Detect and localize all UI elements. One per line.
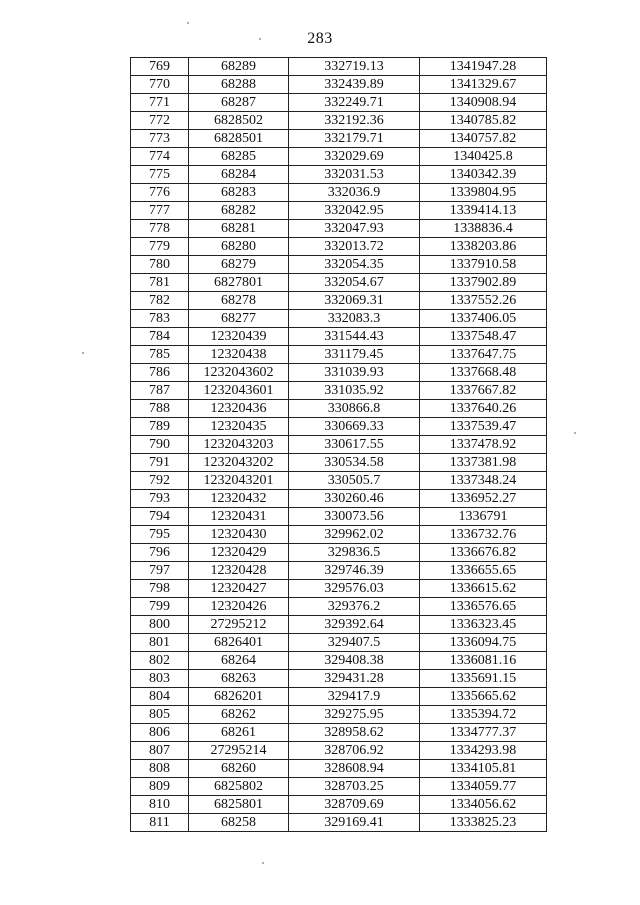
y-coordinate-cell: 1334293.98 — [420, 742, 547, 760]
row-number-cell: 801 — [131, 634, 189, 652]
x-coordinate-cell: 329376.2 — [289, 598, 420, 616]
x-coordinate-cell: 332192.36 — [289, 112, 420, 130]
table-row — [131, 688, 547, 706]
row-number-cell: 807 — [131, 742, 189, 760]
point-id-cell: 1232043201 — [189, 472, 289, 490]
x-coordinate-cell: 329169.41 — [289, 814, 420, 832]
point-id-cell: 12320428 — [189, 562, 289, 580]
x-coordinate-cell: 329746.39 — [289, 562, 420, 580]
table-row — [131, 472, 547, 490]
y-coordinate-cell: 1335665.62 — [420, 688, 547, 706]
y-coordinate-cell: 1337552.26 — [420, 292, 547, 310]
x-coordinate-cell: 328709.69 — [289, 796, 420, 814]
table-row — [131, 616, 547, 634]
point-id-cell: 6828502 — [189, 112, 289, 130]
table-row — [131, 382, 547, 400]
y-coordinate-cell: 1335691.15 — [420, 670, 547, 688]
y-coordinate-cell: 1337548.47 — [420, 328, 547, 346]
x-coordinate-cell: 328706.92 — [289, 742, 420, 760]
y-coordinate-cell: 1335394.72 — [420, 706, 547, 724]
point-id-cell: 68285 — [189, 148, 289, 166]
x-coordinate-cell: 330073.56 — [289, 508, 420, 526]
y-coordinate-cell: 1337647.75 — [420, 346, 547, 364]
point-id-cell: 12320430 — [189, 526, 289, 544]
y-coordinate-cell: 1340908.94 — [420, 94, 547, 112]
row-number-cell: 809 — [131, 778, 189, 796]
y-coordinate-cell: 1336732.76 — [420, 526, 547, 544]
row-number-cell: 793 — [131, 490, 189, 508]
table-row — [131, 796, 547, 814]
row-number-cell: 810 — [131, 796, 189, 814]
table-row — [131, 490, 547, 508]
point-id-cell: 68283 — [189, 184, 289, 202]
row-number-cell: 800 — [131, 616, 189, 634]
x-coordinate-cell: 331179.45 — [289, 346, 420, 364]
x-coordinate-cell: 328608.94 — [289, 760, 420, 778]
point-id-cell: 6825802 — [189, 778, 289, 796]
row-number-cell: 803 — [131, 670, 189, 688]
row-number-cell: 808 — [131, 760, 189, 778]
table-row — [131, 814, 547, 832]
point-id-cell: 1232043602 — [189, 364, 289, 382]
x-coordinate-cell: 332013.72 — [289, 238, 420, 256]
x-coordinate-cell: 331544.43 — [289, 328, 420, 346]
x-coordinate-cell: 329836.5 — [289, 544, 420, 562]
row-number-cell: 786 — [131, 364, 189, 382]
row-number-cell: 769 — [131, 58, 189, 76]
row-number-cell: 791 — [131, 454, 189, 472]
point-id-cell: 12320431 — [189, 508, 289, 526]
row-number-cell: 772 — [131, 112, 189, 130]
point-id-cell: 12320429 — [189, 544, 289, 562]
y-coordinate-cell: 1337348.24 — [420, 472, 547, 490]
table-row — [131, 598, 547, 616]
y-coordinate-cell: 1338836.4 — [420, 220, 547, 238]
point-id-cell: 12320438 — [189, 346, 289, 364]
x-coordinate-cell: 331039.93 — [289, 364, 420, 382]
y-coordinate-cell: 1337910.58 — [420, 256, 547, 274]
point-id-cell: 68260 — [189, 760, 289, 778]
x-coordinate-cell: 328703.25 — [289, 778, 420, 796]
x-coordinate-cell: 330669.33 — [289, 418, 420, 436]
x-coordinate-cell: 332029.69 — [289, 148, 420, 166]
row-number-cell: 804 — [131, 688, 189, 706]
x-coordinate-cell: 332083.3 — [289, 310, 420, 328]
page-number: 283 — [307, 30, 333, 47]
table-row — [131, 652, 547, 670]
row-number-cell: 782 — [131, 292, 189, 310]
x-coordinate-cell: 330260.46 — [289, 490, 420, 508]
point-id-cell: 6828501 — [189, 130, 289, 148]
point-id-cell: 12320435 — [189, 418, 289, 436]
table-row — [131, 760, 547, 778]
table-row — [131, 130, 547, 148]
row-number-cell: 790 — [131, 436, 189, 454]
table-row — [131, 292, 547, 310]
scan-speck — [262, 862, 264, 864]
table-row — [131, 724, 547, 742]
y-coordinate-cell: 1336615.62 — [420, 580, 547, 598]
y-coordinate-cell: 1337478.92 — [420, 436, 547, 454]
table-row — [131, 670, 547, 688]
table-row — [131, 364, 547, 382]
y-coordinate-cell: 1336952.27 — [420, 490, 547, 508]
row-number-cell: 780 — [131, 256, 189, 274]
table-row — [131, 400, 547, 418]
x-coordinate-cell: 332249.71 — [289, 94, 420, 112]
row-number-cell: 770 — [131, 76, 189, 94]
y-coordinate-cell: 1340342.39 — [420, 166, 547, 184]
row-number-cell: 798 — [131, 580, 189, 598]
point-id-cell: 12320427 — [189, 580, 289, 598]
row-number-cell: 775 — [131, 166, 189, 184]
y-coordinate-cell: 1337667.82 — [420, 382, 547, 400]
row-number-cell: 811 — [131, 814, 189, 832]
point-id-cell: 1232043203 — [189, 436, 289, 454]
point-id-cell: 68280 — [189, 238, 289, 256]
row-number-cell: 787 — [131, 382, 189, 400]
row-number-cell: 797 — [131, 562, 189, 580]
row-number-cell: 805 — [131, 706, 189, 724]
point-id-cell: 68262 — [189, 706, 289, 724]
row-number-cell: 785 — [131, 346, 189, 364]
row-number-cell: 779 — [131, 238, 189, 256]
y-coordinate-cell: 1336676.82 — [420, 544, 547, 562]
table-row — [131, 148, 547, 166]
x-coordinate-cell: 332042.95 — [289, 202, 420, 220]
row-number-cell: 774 — [131, 148, 189, 166]
y-coordinate-cell: 1340425.8 — [420, 148, 547, 166]
table-row — [131, 274, 547, 292]
point-id-cell: 12320436 — [189, 400, 289, 418]
point-id-cell: 68287 — [189, 94, 289, 112]
y-coordinate-cell: 1334059.77 — [420, 778, 547, 796]
y-coordinate-cell: 1341947.28 — [420, 58, 547, 76]
x-coordinate-cell: 329407.5 — [289, 634, 420, 652]
row-number-cell: 792 — [131, 472, 189, 490]
x-coordinate-cell: 332719.13 — [289, 58, 420, 76]
row-number-cell: 806 — [131, 724, 189, 742]
table-row — [131, 634, 547, 652]
point-id-cell: 12320432 — [189, 490, 289, 508]
x-coordinate-cell: 332047.93 — [289, 220, 420, 238]
point-id-cell: 6826201 — [189, 688, 289, 706]
x-coordinate-cell: 329275.95 — [289, 706, 420, 724]
point-id-cell: 1232043601 — [189, 382, 289, 400]
table-row — [131, 346, 547, 364]
table-row — [131, 742, 547, 760]
row-number-cell: 795 — [131, 526, 189, 544]
point-id-cell: 68261 — [189, 724, 289, 742]
x-coordinate-cell: 329408.38 — [289, 652, 420, 670]
y-coordinate-cell: 1341329.67 — [420, 76, 547, 94]
row-number-cell: 781 — [131, 274, 189, 292]
point-id-cell: 68264 — [189, 652, 289, 670]
table-row — [131, 778, 547, 796]
table-row — [131, 202, 547, 220]
y-coordinate-cell: 1334056.62 — [420, 796, 547, 814]
point-id-cell: 6825801 — [189, 796, 289, 814]
scan-speck — [574, 432, 576, 434]
y-coordinate-cell: 1336094.75 — [420, 634, 547, 652]
scan-speck — [82, 352, 84, 354]
row-number-cell: 777 — [131, 202, 189, 220]
point-id-cell: 68284 — [189, 166, 289, 184]
x-coordinate-cell: 332054.67 — [289, 274, 420, 292]
table-row — [131, 544, 547, 562]
x-coordinate-cell: 328958.62 — [289, 724, 420, 742]
point-id-cell: 1232043202 — [189, 454, 289, 472]
row-number-cell: 778 — [131, 220, 189, 238]
table-row — [131, 310, 547, 328]
x-coordinate-cell: 329392.64 — [289, 616, 420, 634]
row-number-cell: 773 — [131, 130, 189, 148]
x-coordinate-cell: 329431.28 — [289, 670, 420, 688]
point-id-cell: 12320439 — [189, 328, 289, 346]
y-coordinate-cell: 1337902.89 — [420, 274, 547, 292]
table-row — [131, 256, 547, 274]
y-coordinate-cell: 1336655.65 — [420, 562, 547, 580]
point-id-cell: 27295214 — [189, 742, 289, 760]
y-coordinate-cell: 1339804.95 — [420, 184, 547, 202]
table-row — [131, 58, 547, 76]
table-row — [131, 220, 547, 238]
point-id-cell: 6827801 — [189, 274, 289, 292]
y-coordinate-cell: 1336323.45 — [420, 616, 547, 634]
point-id-cell: 68258 — [189, 814, 289, 832]
table-row — [131, 94, 547, 112]
row-number-cell: 783 — [131, 310, 189, 328]
y-coordinate-cell: 1337381.98 — [420, 454, 547, 472]
x-coordinate-cell: 332439.89 — [289, 76, 420, 94]
y-coordinate-cell: 1340757.82 — [420, 130, 547, 148]
point-id-cell: 68278 — [189, 292, 289, 310]
table-row — [131, 436, 547, 454]
table-row — [131, 508, 547, 526]
y-coordinate-cell: 1334777.37 — [420, 724, 547, 742]
point-id-cell: 68282 — [189, 202, 289, 220]
table-row — [131, 454, 547, 472]
point-id-cell: 68288 — [189, 76, 289, 94]
row-number-cell: 796 — [131, 544, 189, 562]
x-coordinate-cell: 331035.92 — [289, 382, 420, 400]
coordinates-table-body — [131, 58, 547, 832]
table-row — [131, 238, 547, 256]
y-coordinate-cell: 1338203.86 — [420, 238, 547, 256]
table-row — [131, 328, 547, 346]
scan-speck — [187, 22, 189, 24]
y-coordinate-cell: 1337406.05 — [420, 310, 547, 328]
y-coordinate-cell: 1337668.48 — [420, 364, 547, 382]
x-coordinate-cell: 332179.71 — [289, 130, 420, 148]
table-row — [131, 580, 547, 598]
x-coordinate-cell: 332031.53 — [289, 166, 420, 184]
y-coordinate-cell: 1333825.23 — [420, 814, 547, 832]
y-coordinate-cell: 1336081.16 — [420, 652, 547, 670]
table-row — [131, 418, 547, 436]
x-coordinate-cell: 332054.35 — [289, 256, 420, 274]
x-coordinate-cell: 330866.8 — [289, 400, 420, 418]
row-number-cell: 789 — [131, 418, 189, 436]
x-coordinate-cell: 330505.7 — [289, 472, 420, 490]
point-id-cell: 6826401 — [189, 634, 289, 652]
point-id-cell: 27295212 — [189, 616, 289, 634]
y-coordinate-cell: 1340785.82 — [420, 112, 547, 130]
table-row — [131, 166, 547, 184]
y-coordinate-cell: 1337539.47 — [420, 418, 547, 436]
x-coordinate-cell: 332069.31 — [289, 292, 420, 310]
table-row — [131, 526, 547, 544]
row-number-cell: 776 — [131, 184, 189, 202]
table-row — [131, 562, 547, 580]
y-coordinate-cell: 1336576.65 — [420, 598, 547, 616]
row-number-cell: 799 — [131, 598, 189, 616]
y-coordinate-cell: 1334105.81 — [420, 760, 547, 778]
y-coordinate-cell: 1339414.13 — [420, 202, 547, 220]
coordinates-table — [130, 57, 547, 832]
x-coordinate-cell: 332036.9 — [289, 184, 420, 202]
row-number-cell: 784 — [131, 328, 189, 346]
row-number-cell: 802 — [131, 652, 189, 670]
point-id-cell: 68289 — [189, 58, 289, 76]
point-id-cell: 68281 — [189, 220, 289, 238]
x-coordinate-cell: 330617.55 — [289, 436, 420, 454]
point-id-cell: 68279 — [189, 256, 289, 274]
y-coordinate-cell: 1337640.26 — [420, 400, 547, 418]
y-coordinate-cell: 1336791 — [420, 508, 547, 526]
table-row — [131, 184, 547, 202]
point-id-cell: 68277 — [189, 310, 289, 328]
scan-speck — [259, 38, 261, 40]
x-coordinate-cell: 329576.03 — [289, 580, 420, 598]
point-id-cell: 12320426 — [189, 598, 289, 616]
point-id-cell: 68263 — [189, 670, 289, 688]
row-number-cell: 788 — [131, 400, 189, 418]
row-number-cell: 771 — [131, 94, 189, 112]
table-row — [131, 706, 547, 724]
table-row — [131, 76, 547, 94]
x-coordinate-cell: 329962.02 — [289, 526, 420, 544]
table-row — [131, 112, 547, 130]
x-coordinate-cell: 330534.58 — [289, 454, 420, 472]
row-number-cell: 794 — [131, 508, 189, 526]
x-coordinate-cell: 329417.9 — [289, 688, 420, 706]
